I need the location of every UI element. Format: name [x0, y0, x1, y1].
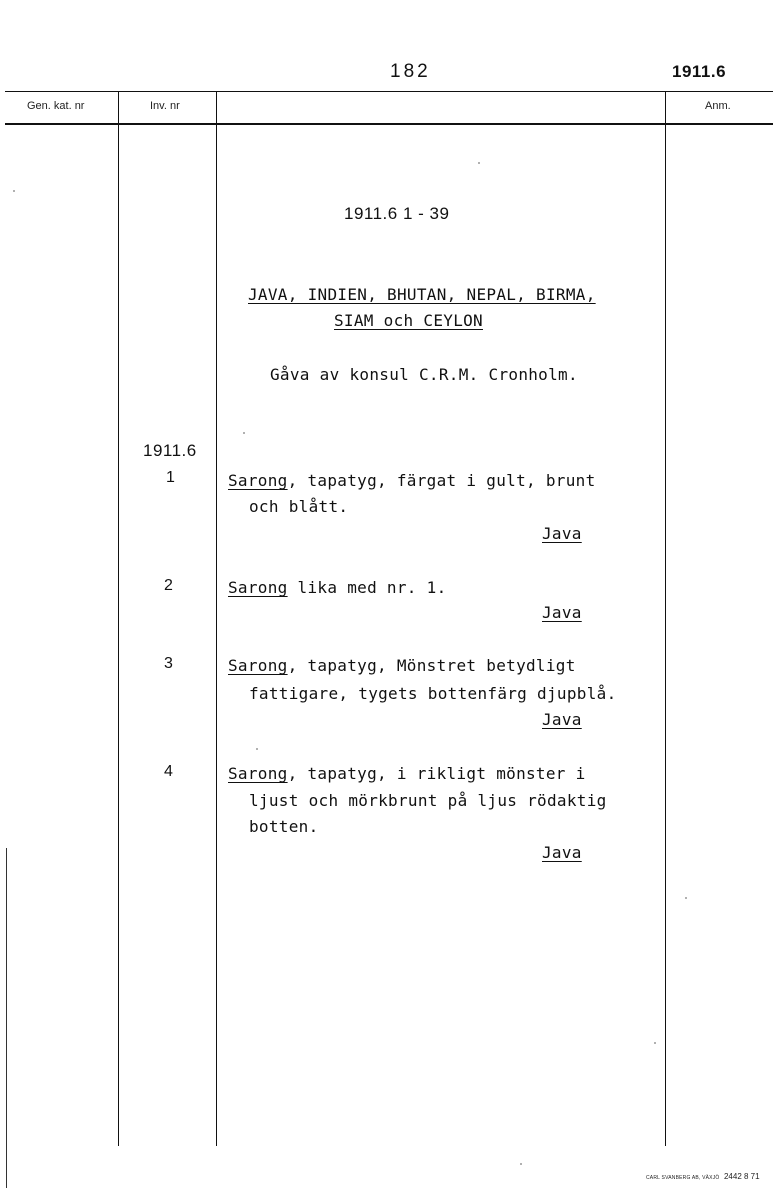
entry-1-origin: Java — [542, 524, 582, 543]
column-header-inv-nr: Inv. nr — [150, 100, 180, 112]
printer-name: CARL SVANBERG AB, VÄXJÖ — [646, 1175, 720, 1181]
regions-line-2: SIAM och CEYLON — [334, 311, 483, 330]
header-top-rule — [5, 91, 773, 92]
scan-speck — [478, 162, 480, 164]
entry-4-description: , tapatyg, i rikligt mönster i — [287, 764, 586, 783]
entry-1-line-2: och blått. — [249, 497, 349, 516]
entry-3-line-2: fattigare, tygets bottenfärg djupblå. — [249, 684, 617, 703]
entry-4-line-2: ljust och mörkbrunt på ljus rödaktig — [249, 791, 607, 810]
entry-4-line-1 — [228, 764, 586, 783]
entry-2-description: lika med nr. 1. — [287, 578, 447, 597]
entry-2-inv-number: 2 — [164, 577, 173, 594]
entry-4-term: Sarong — [228, 764, 288, 783]
column-header-anm: Anm. — [705, 100, 731, 112]
entry-1-line-1 — [228, 471, 596, 490]
scan-speck — [685, 897, 687, 899]
regions-line-1: JAVA, INDIEN, BHUTAN, NEPAL, BIRMA, — [248, 285, 596, 304]
entry-2-term: Sarong — [228, 578, 288, 597]
page-number: 182 — [390, 61, 431, 82]
entry-4-inv-number: 4 — [164, 763, 173, 780]
scan-speck — [520, 1163, 522, 1165]
scan-speck — [243, 432, 245, 434]
scan-speck — [13, 190, 15, 192]
section-range: 1911.6 1 - 39 — [344, 204, 450, 223]
scan-speck — [654, 1042, 656, 1044]
entry-3-term: Sarong — [228, 656, 288, 675]
column-rule-2 — [216, 91, 217, 1146]
form-code: 2442 8 71 — [723, 1172, 760, 1181]
entry-1-description: , tapatyg, färgat i gult, brunt — [287, 471, 596, 490]
entry-2-line-1 — [228, 578, 447, 597]
entry-4-origin: Java — [542, 843, 582, 862]
left-edge-mark — [6, 848, 7, 1188]
scan-speck — [256, 748, 258, 750]
entry-3-inv-number: 3 — [164, 655, 173, 672]
entry-3-origin: Java — [542, 710, 582, 729]
column-header-gen-kat-nr: Gen. kat. nr — [27, 100, 85, 112]
entry-4-line-3: botten. — [249, 817, 319, 836]
header-bottom-rule — [5, 123, 773, 125]
entry-1-inv-number: 1 — [166, 469, 175, 486]
entry-1-term: Sarong — [228, 471, 288, 490]
entry-3-line-1 — [228, 656, 576, 675]
column-rule-1 — [118, 91, 119, 1146]
inv-group-label: 1911.6 — [143, 441, 197, 460]
entry-2-origin: Java — [542, 603, 582, 622]
donor-line: Gåva av konsul C.R.M. Cronholm. — [270, 365, 578, 384]
entry-3-description: , tapatyg, Mönstret betydligt — [287, 656, 576, 675]
footer-imprint — [646, 1166, 760, 1184]
ledger-id: 1911.6 — [672, 62, 727, 81]
column-rule-3 — [665, 91, 666, 1146]
